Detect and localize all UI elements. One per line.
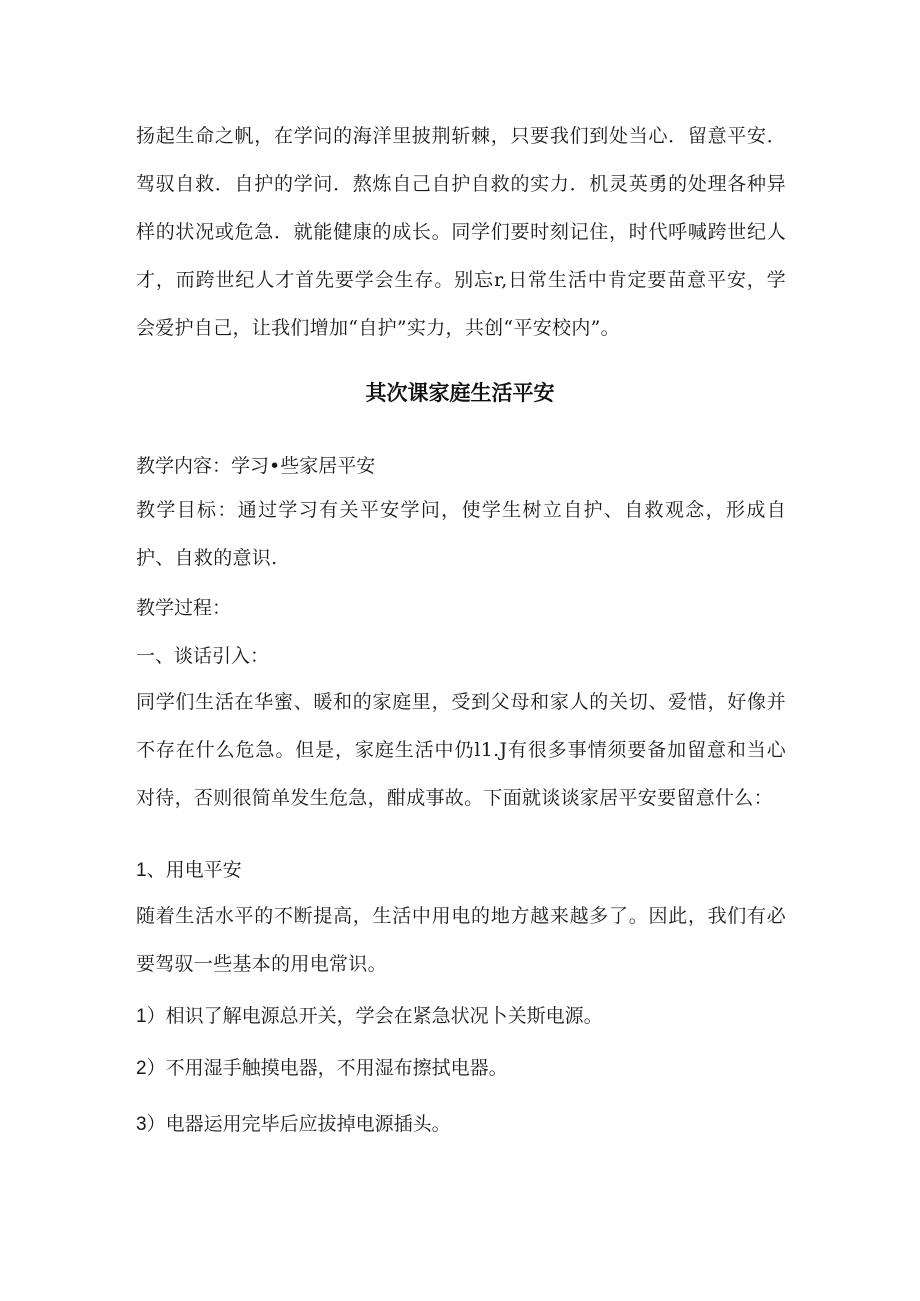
item-heading-number: 1 bbox=[136, 860, 147, 881]
intro-paragraph: 扬起生命之帆，在学问的海洋里披荆斩棘，只要我们到处当心．留意平安．驾驭自救．自护的学问．熬炼自己自护自救的实力．机灵英勇的处理各种异样的状况或危急．就能健康的成长。同学们要时刻记住，时代呼喊跨世纪人才，而跨世纪人才首先要学会生存。别忘r,日常生活中肯定要苗意平安，学会爱护自己，让我们增加“自护”实力，共创“平安校内”。 bbox=[136, 125, 786, 339]
section-paragraph: 同学们生活在华蜜、暖和的家庭里，受到父母和家人的关切、爱惜，好像并不存在什么危急。但是，家庭生活中仍l1.J有很多事情须要备加留意和当心对待，否则很简单发生危急，酣成事故。下面就谈谈家居平安要留意什么： bbox=[136, 691, 786, 809]
rule-item bbox=[136, 1002, 603, 1031]
item-heading-text: 、用电平安 bbox=[146, 859, 242, 881]
lesson-title: 其次课家庭生活平安 bbox=[365, 381, 555, 405]
teaching-process-label: 教学过程： bbox=[136, 597, 232, 619]
teaching-content: 教学内容：学习•些家居平安 bbox=[136, 455, 376, 477]
rule-number: 3 bbox=[136, 1114, 147, 1135]
rule-item bbox=[136, 1054, 508, 1083]
rule-text: ）不用湿手触摸电器，不用湿布擦拭电器。 bbox=[146, 1057, 508, 1079]
section-heading: 一、谈话引入： bbox=[136, 645, 270, 667]
item-intro-paragraph: 随着生活水平的不断提高，生活中用电的地方越来越多了。因此，我们有必要驾驭一些基本的用电常识。 bbox=[136, 905, 786, 975]
rule-text: ）电器运用完毕后应拔掉电源插头。 bbox=[146, 1113, 451, 1135]
rule-number: 1 bbox=[136, 1006, 147, 1027]
teaching-goal: 教学目标：通过学习有关平安学问，使学生树立自护、自救观念，形成自护、自救的意识. bbox=[136, 499, 786, 569]
item-heading bbox=[136, 856, 242, 885]
rule-text: ）相识了解电源总开关，学会在紧急状况卜关斯电源。 bbox=[146, 1005, 603, 1027]
rule-number: 2 bbox=[136, 1058, 147, 1079]
rule-item bbox=[136, 1110, 451, 1139]
